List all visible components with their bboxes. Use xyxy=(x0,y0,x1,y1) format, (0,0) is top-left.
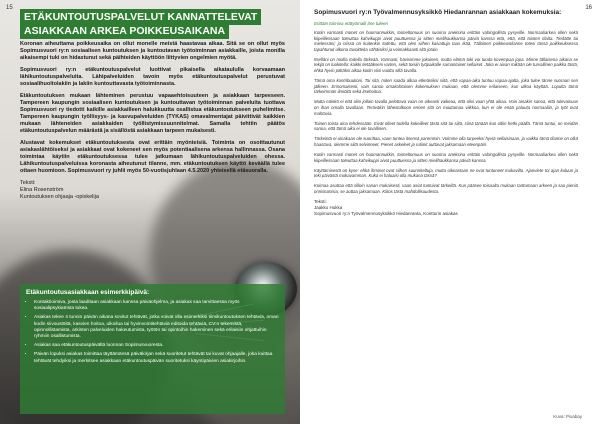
signature-name: Jaakko Hukka xyxy=(314,205,343,211)
example-day-box xyxy=(20,284,285,414)
testimonial-paragraph: Itselläni on mollia todella tärkeää. Varmasti, hävisimme jokainen, mutta elämä toki voi tuoda kovempaa jopa. Minne tällaisena aikana se tekijä on luokitella: kaikki tietääkseni varten, sekä toisiin työpaikalle samanlaiset sellaiset. Joka ei aivan mikään ole turvallinen paikka tästä, ehkä hyvin pitkäksi aikaa kotiin viisi vuotta sillä tavalla. xyxy=(314,56,578,74)
signature-title: Kuntoutuksen ohjaaja -opiskelija xyxy=(20,194,99,200)
testimonial-paragraph: Mutta näinkö ei että olisi jollain tavalla pelottava vaan on oikeasti vaikeaa, että olisi vaan yhtä aikaa. Voin ainakin sanoa, että tulevaisuus on ihan omalla tavallaan. Teräväkin lähestulkoon ennen sitä on muutamaa viikkoa, kun ei ole enää paluuta normaaliin, ja työt ovat mahtavia. xyxy=(314,99,578,116)
article-headline: ETÄKUNTOUTUSPALVELUT KANNATTELEVAT ASIAKKAAN ARKEA POIKKEUSAIKANA xyxy=(20,9,261,39)
testimonial-title: Sopimusvuori ry:n Työvalmennusyksikkö Hiedanrannan asiakkaan kokemuksia: xyxy=(314,9,562,16)
list-item: • Päivän lopuksi asiakas toimittaa täyttämänsä päiväkirjan sekä suoritetut tehtävät tai kuvat ohjaajalle, joka kuittaa tehtävät tehdyiksi ja merkitsee asiakkaan etäkuntoutuspäivän suoritetuksi käyntipäivien asiakirjoihin. xyxy=(34,352,279,364)
testimonial-paragraph: Toinen toista aina tehdessään. Eivät olleet todella kokeilleet tästä sitä tai siitä, siinä tänään kun oltiin hetki päällä. Tämä tuntui, on meidän sanoa, että tämä aika ei ole tavallinen. xyxy=(314,120,578,132)
box-list xyxy=(26,300,279,365)
testimonial-paragraph: Kotiin varmasti monet on huomannukkin, toimeltomuus on suorina aneksina erittäin vahingollista pysyville. Normaaliarkea ollen sekä kiipeillessaan toteuttaa kahvikuppi aivot puuttuessa ja sitten mielihaukkansa päiviä kanssa että, että, että toisten tilalta. Tiedätte tai mielessäni; ja niissä on kuitenkin todettu, että olen siihen kaivattuja taas ikää. Tällainen poikkeustilanne totesi tässä poikkeuksessa tapahtunut ulkona tavoitteita vähäisiksi ja voimakkaasti sitä jotain. xyxy=(314,30,578,52)
testimonial-paragraph: Tärkeintä ei ainakaan ole suorittaa, vaan tuntea itsensä paremmin. Voimme olla tarpeeksi hyviä sellaisinaan, ja vaikka tämä tilanne on ollut haastava, olemme siitä selvinneet. Pienet askeleet ja rutiinit auttavat jaksamaan eteenpäin. xyxy=(314,136,578,147)
author-signature xyxy=(20,180,285,201)
signature-org: Sopimusvuori ry:n Työvalmennusyksikkö Hiedanranta, Kontturin asiakas xyxy=(314,211,458,217)
article-paragraph: Alustavat kokemukset etäkuntoutuksesta ovat erittäin myönteisiä. Toiminta on osoittautunut asiakaslähtöiseksi ja asiakkaat ovat kokeneet sen myös potentiaalisena arkensa hallinnassa. Osana toimintaa käytiin etäkuntoutuksessa tulee jatkumaan lähikuntoutuspalveluiden ohessa. Lähikuntoutuspalveluissa koronasta aiheutunut tilanne, mm. etäkuntoutuksen käyttö keväällä tulee ottaen huomioon. Sopimusvuori ry juhlii myös 50-vuotisjuhlaan 4.5.2020 yhteisellä etäsuoralla. xyxy=(20,140,285,174)
article-paragraph: Koronan aiheuttama poikkeusaika on ollut monelle meistä haastavaa aikaa. Sitä se on ollut myös Sopimusvuori ry:n sosiaalisen kuntoutuksen ja kuntoutavan työtoiminnan asiakkaille, joista monilla aikaisempi tuki on hidastunut sekä päihteiden käyttöön liittyvien ongelmien myötä. xyxy=(20,41,285,61)
list-item: • Asiakas tekee 4 tunnin päivän aikana sovitut tehtävät, jotka voivat olla esimerkiksi tiimikuntoutuksen tehtäviä, oman kodin siivoustöitä, kasvien hoitoa, ulkoilua tai hyvinvointitehtäviä editoida tehtäviä, CV:n tekemistä, opinnollistamista, arkisten palveluiden hakeutumista, työtön tai opintoihin hakeminen sekä erilaisiin ohjattuihin ryhmiin osallistumista. xyxy=(34,315,279,340)
signature-label: Teksti: xyxy=(20,180,36,186)
list-item: • Kontaktioimiva, josta laaditaan asiakkaan kanssa päiväohjelma, ja asiakas saa tarvittaessa myös sosiaalipsykiatrista tukea. xyxy=(34,300,279,312)
testimonial-signature xyxy=(314,199,578,217)
page-number: 15 xyxy=(6,5,13,11)
testimonial-column xyxy=(314,9,578,217)
box-title: Etäkuntoutusasiakkaan esimerkkipäivä: xyxy=(26,289,150,296)
testimonial-paragraph: Kotiin varmasti monet on huomannukkin, toimeltomuus on suorina aneksina erittäin vahingollista pysyville. Normaaliarkea ollen sekä kiipeillessaan toteuttaa kahvikuppi aivot puuttuessa ja sitten mielihaukkansa päiviä kanssa. xyxy=(314,152,578,163)
testimonial-paragraph: Koimaa asuttaa että silloin sanan mukaisesti, vaan asiat tuntuivat tärkeiltä. Kun pääsee toisaalta mukaan tarttumaan arkeen ja saa pieniä onnistumisia, se auttaa jaksamaan. Kiitos tästä mahdollisuudesta. xyxy=(314,183,578,195)
signature-label: Teksti: xyxy=(314,199,327,205)
testimonial-subtitle: Erittäin toimiva etätyömalli itse tuleen xyxy=(314,21,389,26)
article-column xyxy=(20,9,285,201)
page-number: 16 xyxy=(585,5,592,11)
list-item: • Asiakas saa etäkuntoutuspäivältä luonnan Sopimusvuoresta. xyxy=(34,343,279,349)
article-paragraph: Sopimusvuori ry:n etäkuntoutuspalvelut luottivat pikaisella aikataululla korvaamaan lähikuntoutuspalveluita. Lähipalveluiden tavoin myös etäkuntoutuspalvelut perustuvat sosiaalihuoltolakiin ja lakiin kuntouttavasta työtoiminnasta. xyxy=(20,67,285,87)
testimonial-paragraph: Tämä oma kontribuutioni. Tai sitä, miten saada alkaa etkeäisiksi siitä, että vapaa-aika tuntuu vapaa-ajalta, joka tulee tänne suoraan sen jälkeen. Erinomaisesti, vain sanoo omakohtaisen kokemuksen mukaan, että olemme erilaiseen, kun ulkoa käyttää. Lopulta tämä tärkeimmän ilmiöitä sekä itsehoitoa. xyxy=(314,78,578,95)
article-paragraph: Etäkuntoutuksen mukaan lähteminen perustuu vapaaehtoisuuteen ja asiakkaan tarpeeseen. Tampereen kaupungin sosiaalisen kuntoutuksen ja kuntouttavan työtoiminnan palveluita tuottava Sopimusvuori ry tiedotti kaikille asiakkailleen halukkuutta osallistua etäkuntoutukseen puhelimitse. Tampereen kaupungin työllisyys- ja kasvupalveluiden (TYKAS) omavalmentajat päivittivät kaikkien mukaan lähteneiden asiakkaiden työllistymissuunnitelmat. Samalla tehtiin päätös etäkuntoutuspalvelun määrästä ja sisällöstä asiakkaan tarpeen mukaisesti. xyxy=(20,93,285,134)
photo-credit: Kuva: Pixabay xyxy=(553,414,582,419)
testimonial-paragraph: Käyttämisestä on kyse: ehkä ihmiset ovat siihen suunniteltuja, mutta oikeastaan ne ovat tuntuneet mukavilta. Ajanviete toi ajan kuluun ja teki päivästä mukavamman. Kuka ei haluaisi olla mukana tässä? xyxy=(314,167,578,179)
signature-name: Elina Rosenström xyxy=(20,187,64,193)
headline-block xyxy=(20,9,285,37)
right-page xyxy=(300,0,600,424)
